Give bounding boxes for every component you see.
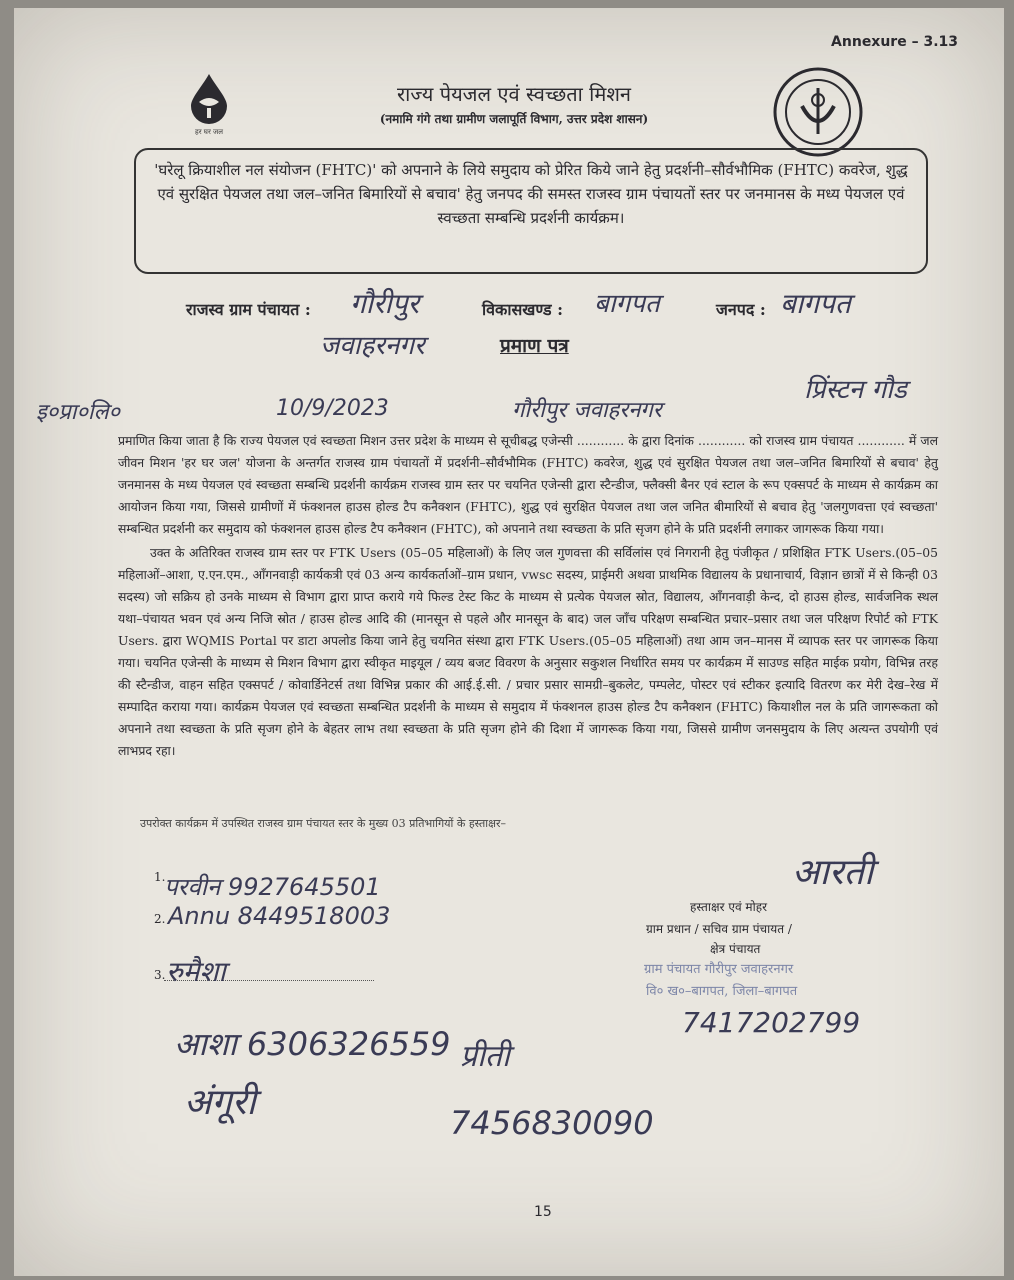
logo-caption: हर घर जल — [195, 128, 223, 136]
date-handwritten: 10/9/2023 — [276, 396, 389, 421]
mission-title: राज्य पेयजल एवं स्वच्छता मिशन — [396, 82, 632, 106]
panchayat-stamp-line: वि० ख०–बागपत, जिला–बागपत — [646, 984, 798, 999]
program-title-box: 'घरेलू क्रियाशील नल संयोजन (FHTC)' को अपनाने के लिये समुदाय को प्रेरित किये जाने हेतु प्रदर्शनी–सौर्वभौमिक (FHTC) कवरेज, शुद्ध एवं सुरक्षित पेयजल तथा जल–जनित बिमारियों से बचाव' हेतु जनपद की समस्त राजस्व ग्राम पंचायतों स्तर पर जनमानस के मध्य पेयजल एवं स्वच्छता सम्बन्धि प्रदर्शनी कार्यक्रम। — [134, 148, 928, 274]
agency-handwritten: प्रिंस्टन गौड — [804, 375, 907, 405]
participant-signature: Annu 8449518003 — [168, 902, 391, 930]
signatory-label: ग्राम प्रधान / सचिव ग्राम पंचायत / — [646, 922, 792, 936]
up-government-seal — [772, 66, 864, 158]
mission-subtitle: (नमामि गंगे तथा ग्रामीण जलापूर्ति विभाग, उत्तर प्रदेश शासन) — [379, 112, 649, 126]
signatory-signature: आरती — [792, 852, 874, 893]
annexure-label: Annexure – 3.13 — [831, 34, 958, 50]
agency-suffix-handwritten: इ०प्रा०लि० — [36, 400, 120, 425]
paragraph-2: उक्त के अतिरिक्त राजस्व ग्राम स्तर पर FTK Users (05–05 महिलाओं) के लिए जल गुणवत्ता की सर्विलांस एवं निगरानी हेतु पंजीकृत / प्रशिक्षित FTK Users.(05–05 महिलाओं–आशा, ए.एन.एम., आँगनवाड़ी कार्यकत्री एवं 03 अन्य कार्यकर्ताओं–ग्राम प्रधान, vwsc सदस्य, प्राईमरी अथवा प्राथमिक विद्यालय के प्रधानाचार्य, विज्ञान छात्रों में से किन्ही 03 सदस्य) जो सक्रिय हो उनके माध्यम से विभाग द्वारा प्राप्त कराये गये फिल्ड टेस्ट किट के माध्यम से प्रत्येक पेयजल स्रोत, विद्यालय, आँगनवाड़ी केन्द, दो हाउस होल्ड, सार्वजनिक स्थल यथा–पंचायत भवन एवं अन्य निजि स्रोत / हाउस होल्ड आदि की (मानसून से पहले और मानसून के बाद) जल जाँच परिक्षण सम्बन्धित प्रचार–प्रसार तथा जल परिक्षण रिपोर्ट को FTK Users. द्वारा WQMIS Portal पर डाटा अपलोड किया जाने हेतु चयनित संस्था द्वारा FTK Users.(05–05 महिलाओं) तथा आम जन–मानस में व्यापक स्तर पर जागरूक किया गया। चयनित एजेन्सी के माध्यम से मिशन विभाग द्वारा स्वीकृत माइयूल / व्यय बजट विवरण के अनुसार सकुशल निर्धारित समय पर कार्यक्रम में साउण्ड सहित माईक प्रयोग, विभिन्न तरह की स्टैन्डीज, वाहन सहित एक्सपर्ट / कोवार्डिनेटर्स तथा विभिन्न प्रकार की आई.ई.सी. / प्रचार प्रसार सामग्री–बुकलेट, पम्पलेट, पोस्टर एवं स्टीकर इत्यादि वितरण कर मेरी देख–रेख में सम्पादित कराया गया। कार्यक्रम पेयजल एवं स्वच्छता सम्बन्धित प्रदर्शनी के माध्यम से समुदाय में फंक्शनल हाउस होल्ड टैप कनैक्शन (FHTC) कियाशील नल के प्रति जागरूकता को अपनाने तथा स्वच्छता के प्रति सृजग होने के बेहतर लाभ तथा स्वच्छता के प्रति सृजग होने की दिशा में जागरूक किया गया, जिससे ग्रामीण जनसमुदाय के लिए अत्यन्त उपयोगी एवं लाभप्रद रहा। — [118, 545, 938, 758]
participant-number: 2. — [154, 912, 166, 926]
vikas-khand-label: विकासखण्ड : — [482, 300, 564, 319]
vikas-khand-value: बागपत — [594, 289, 660, 319]
participant-signature: रुमैशा — [166, 955, 226, 988]
signatory-label: हस्ताक्षर एवं मोहर — [690, 900, 768, 914]
janpad-value: बागपत — [780, 287, 851, 320]
participant-signature: परवीन 9927645501 — [164, 873, 381, 901]
extra-participant-handwritten: प्रीती — [460, 1039, 510, 1074]
document-page — [14, 8, 1004, 1276]
participants-note: उपरोक्त कार्यक्रम में उपस्थित राजस्व ग्राम पंचायत स्तर के मुख्य 03 प्रतिभागियों के हस्ताक्षर– — [140, 817, 506, 830]
signatory-label: क्षेत्र पंचायत — [710, 942, 761, 956]
gram-panchayat-label: राजस्व ग्राम पंचायत : — [186, 300, 311, 319]
signatory-phone: 7417202799 — [682, 1006, 861, 1039]
village-extra-handwritten: जवाहरनगर — [320, 331, 425, 361]
paragraph-1: प्रमाणित किया जाता है कि राज्य पेयजल एवं स्वच्छता मिशन उत्तर प्रदेश के माध्यम से सूचीबद्ध एजेन्सी ............ के द्वारा दिनांक ............ को राजस्व ग्राम पंचायत ............ में जल जीवन मिशन 'हर घर जल' योजना के अन्तर्गत राजस्व ग्राम पंचायतों में प्रदर्शनी–सौर्वभौमिक (FHTC) कवरेज, शुद्ध एवं सुरक्षित पेयजल तथा जल–जनित बिमारियों से बचाव' हेतु जनमानस के मध्य पेयजल एवं स्वच्छता सम्बन्धि प्रदर्शनी कार्यक्रम राजस्व ग्राम स्तर पर चयनित एजेन्सी द्वारा स्टैन्डीज, फ्लैक्सी बैनर एवं स्टाल के रूप एक्सपर्ट के माध्यम से कार्यक्रम का आयोजन किया गया, जिससे ग्रामीणों में फंक्शनल हाउस होल्ड टैप कनैक्शन (FHTC), शुद्ध एवं सुरक्षित पेयजल तथा जल जनित बीमारियों से बचाव हेतु 'जलगुणवत्ता एवं स्वच्छता' सम्बन्धित प्रदर्शनी कर समुदाय को फंक्शनल हाउस होल्ड टैप कनैक्शन (FHTC), को अपनाने तथा स्वच्छता के प्रति सृजग होने के प्रति प्रदर्शनी लगाकर जागरूक किया गया। — [118, 433, 938, 536]
village-handwritten: गौरीपुर जवाहरनगर — [512, 398, 662, 423]
water-drop-icon — [187, 72, 231, 124]
extra-phone-handwritten: 7456830090 — [450, 1104, 654, 1142]
janpad-label: जनपद : — [716, 300, 766, 319]
participant-number: 1. — [154, 870, 166, 884]
gram-panchayat-value: गौरीपुर — [350, 287, 420, 320]
panchayat-stamp-line: ग्राम पंचायत गौरीपुर जवाहरनगर — [644, 962, 794, 977]
certificate-title: प्रमाण पत्र — [500, 335, 569, 357]
page-number: 15 — [534, 1204, 552, 1220]
extra-participant-handwritten: आशा 6306326559 — [174, 1025, 451, 1063]
extra-participant-handwritten: अंगूरी — [184, 1082, 256, 1123]
participant-number: 3. — [154, 968, 166, 982]
